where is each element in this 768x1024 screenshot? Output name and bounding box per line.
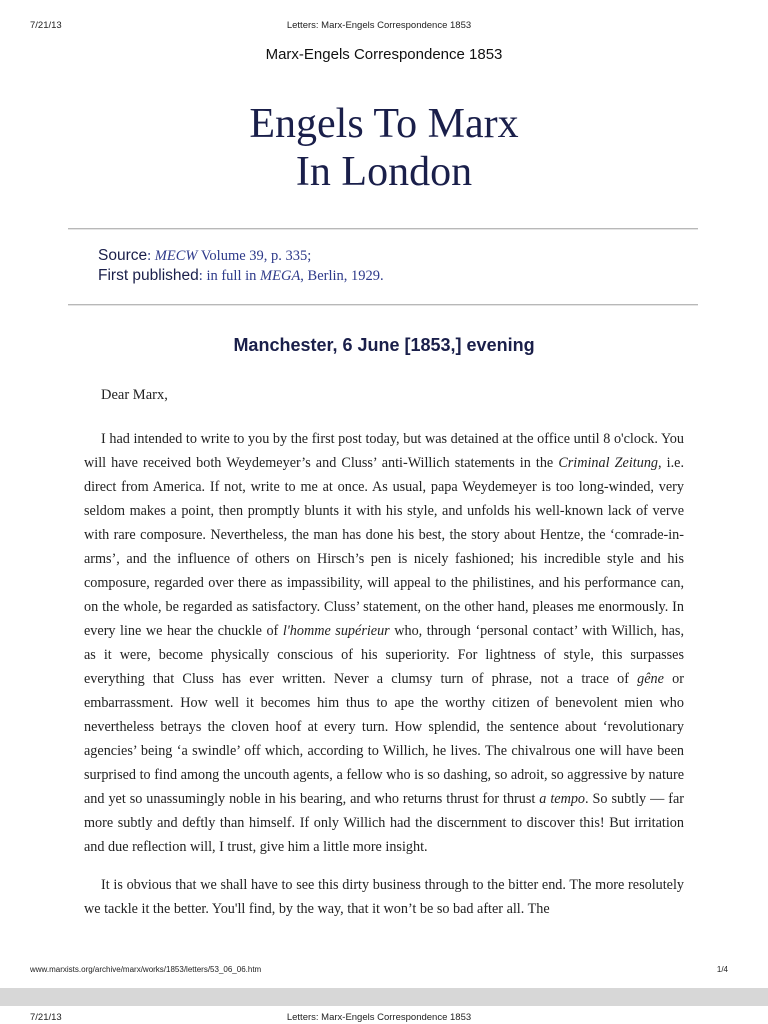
source-publication: MECW (154, 248, 198, 264)
title-line-2: In London (295, 149, 473, 195)
print-date: 7/21/13 (30, 20, 62, 31)
source-line: Source: MECW Volume 39, p. 335; (98, 247, 312, 264)
divider-bottom (68, 304, 698, 306)
letter-dateline: Manchester, 6 June [1853,] evening (233, 335, 535, 355)
first-published-label: First published (98, 267, 199, 284)
print-title: Letters: Marx-Engels Correspondence 1853 (286, 20, 472, 31)
first-published-line: First published: in full in MEGA, Berlin, 1929. (98, 267, 384, 284)
source-text: Volume 39, p. 335; (197, 248, 312, 264)
page-separator (0, 988, 768, 1006)
page-number: 1/4 (716, 965, 728, 974)
next-page-title: Letters: Marx-Engels Correspondence 1853 (286, 1012, 472, 1023)
letter-body-viewport (0, 427, 768, 950)
letter-body (84, 427, 684, 935)
divider-top (68, 228, 698, 230)
document-subtitle: Marx-Engels Correspondence 1853 (265, 46, 503, 63)
paragraph-2: It is obvious that we shall have to see this dirty business through to the bitter end. The more resolutely we tackle it the better. You'll find, by the way, that it won’t be so bad after all. The (84, 877, 684, 917)
paragraph-1: I had intended to write to you by the first post today, but was detained at the office until 8 o'clock. You will have received both Weydemeyer’s and Cluss’ anti-Willich statements in the Criminal Zeitung, i.e. direct from America. If not, write to me at once. As usual, papa Weydemeyer is too long-winded, very seldom makes a point, then promptly blunts it with his style, and unfolds his well-known lack of verve with rare composure. Nevertheless, the man has done his best, the story about Hentze, the ‘comrade-in-arms’, and the influence of others on Hirsch’s pen is nicely fashioned; his incredible style and his composure, regarded over there as impassibility, will appeal to the philistines, and his performance can, on the whole, be regarded as satisfactory. Cluss’ statement, on the other hand, pleases me enormously. In every line we hear the chuckle of l'homme supérieur who, through ‘personal contact’ with Willich, has, as it were, become physically conscious of his superiority. For lightness of style, this surpasses everything that Cluss has ever written. Never a clumsy turn of phrase, not a trace of gêne or embarrassment. How well it becomes him thus to ape the worthy citizen of benevolent mien who nevertheless betrays the cloven hoof at every turn. How splendid, the sentence about ‘revolutionary agencies’ being ‘a swindle’ off which, according to Willich, he lives. The chivalrous one will have been surprised to find among the uncouth agents, a fellow who is so dashing, so adroit, so aggressive by nature and yet so unassumingly noble in his bearing, and who returns thrust for thrust a tempo. So subtly — far more subtly and deftly than himself. If only Willich had the discernment to discover this! But irritation and due reflection will, I trust, give him a little more insight. (84, 431, 684, 855)
first-published-publication: MEGA (260, 268, 301, 284)
salutation: Dear Marx, (101, 387, 168, 403)
page-title (0, 100, 768, 196)
source-label: Source (98, 247, 148, 264)
title-line-1: Engels To Marx (249, 101, 519, 147)
footer-url: www.marxists.org/archive/marx/works/1853/letters/53_06_06.htm (30, 965, 262, 974)
next-page-date: 7/21/13 (30, 1012, 62, 1023)
source-info (98, 246, 688, 286)
